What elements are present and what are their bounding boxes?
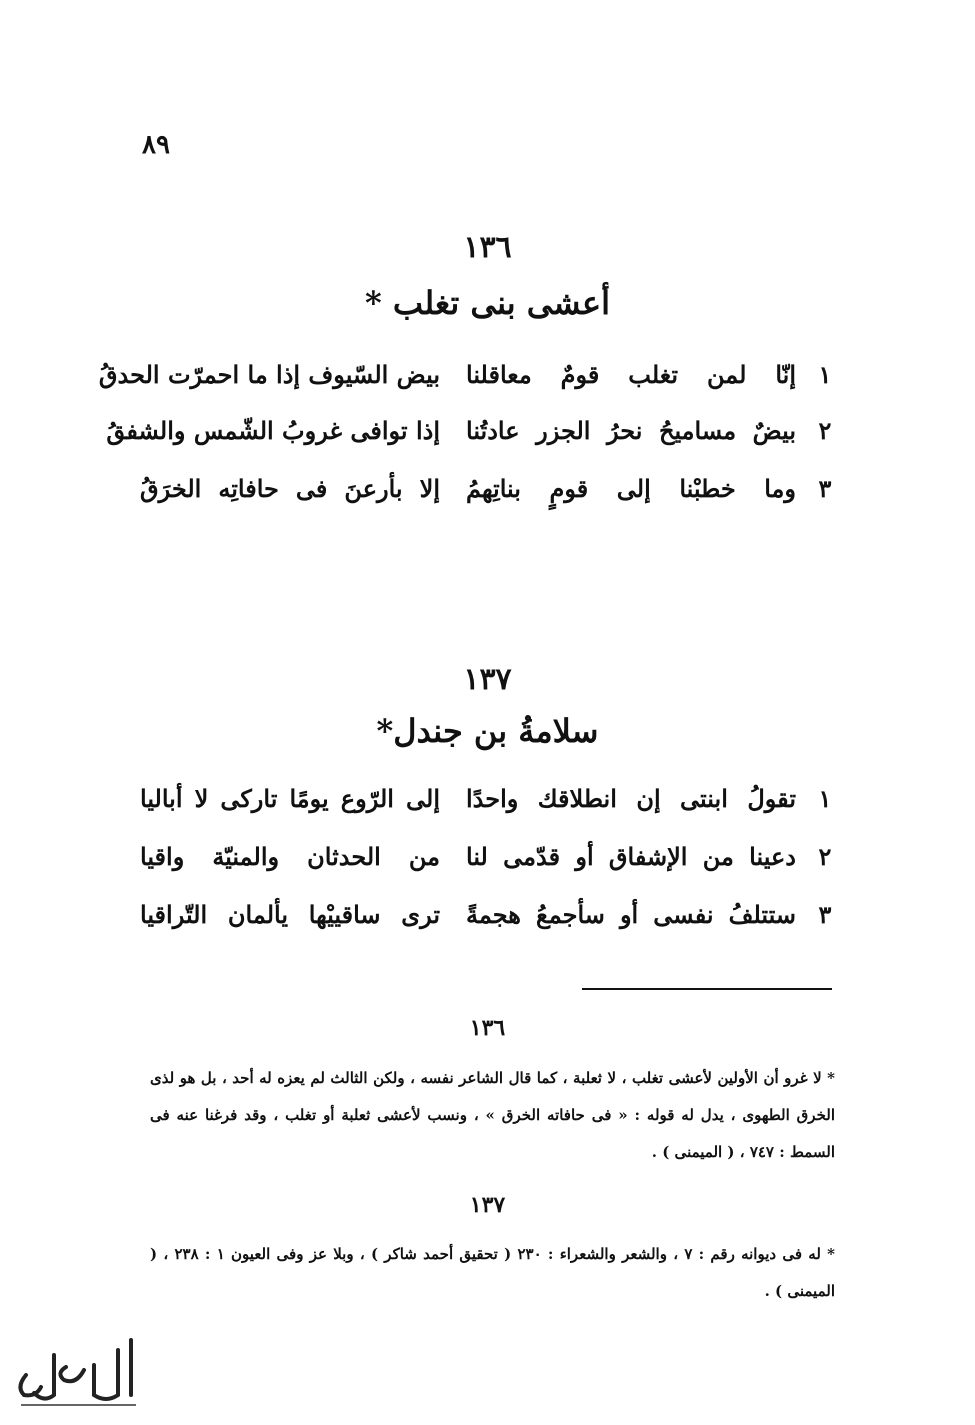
- footnote-divider: [582, 988, 832, 990]
- watermark-logo: [6, 1325, 146, 1415]
- footnote-text: * لا غرو أن الأولين لأعشى تغلب ، لا ثعلبة ، كما قال الشاعر نفسه ، ولكن الثالث لم يعزه له أحد ، بل هو لذى الخرق الطهوى ، يدل له قوله : « فى حافاته الخرق » ، ونسب لأعشى ثعلبة أو تغلب ، وقد فرغنا عنه فى السمط : ٧٤٧ ، ( الميمنى ) .: [150, 1069, 835, 1161]
- verse-line: [98, 360, 840, 404]
- verse-second-hemistich: إذا توافى غروبُ الشّمس والشفقُ: [106, 416, 440, 445]
- footnote-number: ١٣٦: [469, 1015, 506, 1041]
- verse-line: [140, 474, 840, 518]
- verse-number: ٣: [818, 474, 832, 503]
- poet-name: أعشى بنى تغلب *: [365, 284, 610, 322]
- verse-number: ٢: [818, 842, 832, 871]
- verse-number: ٣: [818, 900, 832, 929]
- page-number: ٨٩: [142, 130, 170, 160]
- verse-second-hemistich: بيض السّيوف إذا ما احمرّت الحدقُ: [98, 360, 440, 389]
- poem-number: ١٣٦: [463, 230, 512, 265]
- verse-line: [140, 784, 840, 828]
- poet-name: سلامةُ بن جندل*: [376, 712, 599, 750]
- verse-line: [140, 842, 840, 886]
- verse-number: ٢: [818, 416, 832, 445]
- footnote-text: * له فى ديوانه رقم : ٧ ، والشعر والشعراء : ٢٣٠ ( تحقيق أحمد شاكر ) ، وبلا عز وفى العيون ١ : ٢٣٨ ، ( الميمنى ) .: [150, 1245, 835, 1300]
- verse-second-hemistich: ترى ساقييْها يألمان التّراقيا: [140, 900, 440, 929]
- verse-number: ١: [818, 784, 832, 813]
- verse-first-hemistich: ستتلفُ نفسى أو سأجمعُ هجمةً: [466, 900, 796, 929]
- verse-line: [106, 416, 840, 460]
- poem-number: ١٣٧: [463, 662, 512, 697]
- verse-first-hemistich: إنّا لمن تغلب قومٌ معاقلنا: [466, 360, 796, 389]
- verse-line: [140, 900, 840, 944]
- verse-first-hemistich: تقولُ ابنتى إن انطلاقك واحدًا: [466, 784, 796, 813]
- verse-first-hemistich: وما خطبْنا إلى قومٍ بناتِهمُ: [466, 474, 796, 503]
- verse-number: ١: [818, 360, 832, 389]
- verse-second-hemistich: إلى الرّوع يومًا تاركى لا أباليا: [140, 784, 440, 813]
- verse-second-hemistich: من الحدثان والمنيّة واقيا: [140, 842, 440, 871]
- verse-first-hemistich: بيضٌ مساميحُ نحرُ الجزر عادتُنا: [466, 416, 796, 445]
- footnote-number: ١٣٧: [469, 1192, 506, 1218]
- verse-second-hemistich: إلا بأرعنَ فى حافاتِه الخرَقُ: [140, 474, 440, 503]
- verse-first-hemistich: دعينا من الإشفاق أو قدّمى لنا: [466, 842, 796, 871]
